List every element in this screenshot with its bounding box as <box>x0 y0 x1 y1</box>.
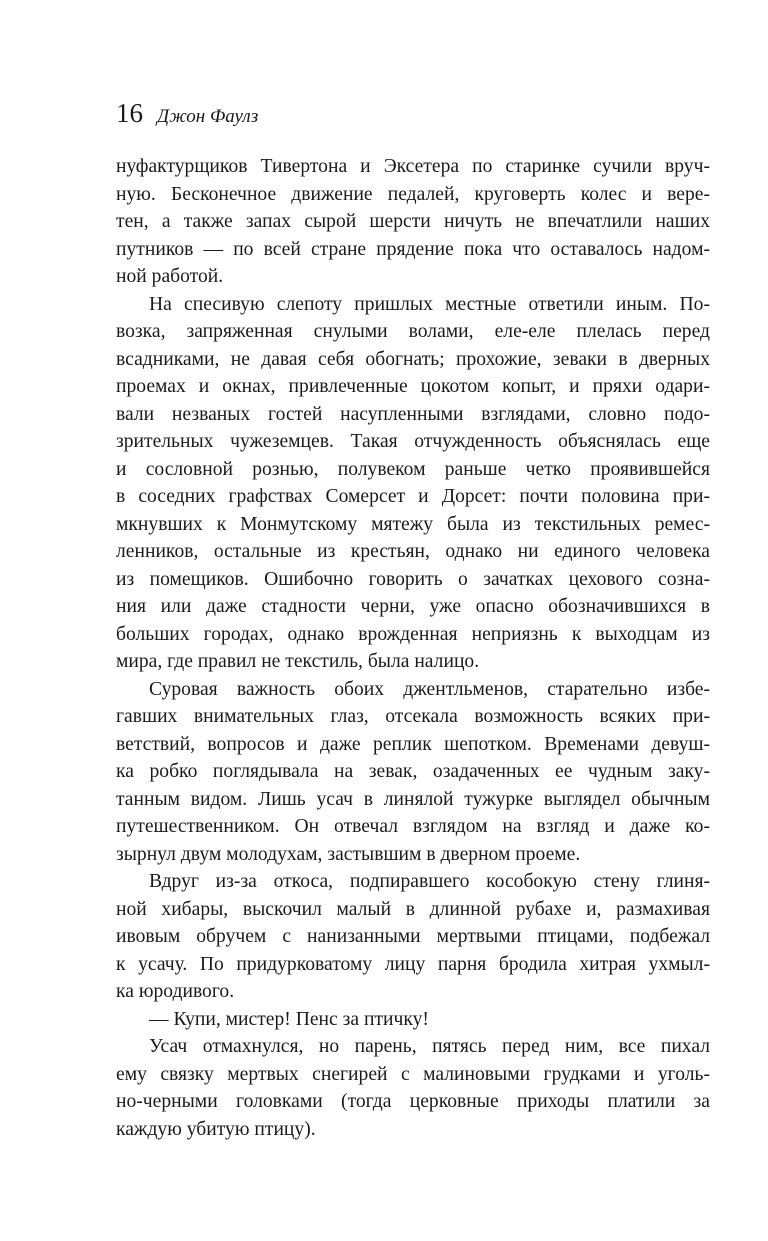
text-line: ной хибары, выскочил малый в длинной рубахе и, размахивая <box>116 898 710 920</box>
text-line: — Купи, мистер! Пенс за птичку! <box>149 1008 429 1030</box>
text-line: к усачу. По придурковатому лицу парня бродила хитрая ухмыл- <box>116 953 710 975</box>
text-line: мира, где правил не текстиль, была налицо. <box>116 651 480 672</box>
text-line: путешественником. Он отвечал взглядом на взгляд и даже ко- <box>116 816 710 837</box>
text-line: ленников, остальные из крестьян, однако ни единого человека <box>116 541 710 562</box>
text-line: Вдруг из-за откоса, подпиравшего кособокую стену глиня- <box>149 871 710 892</box>
text-line: ка юродивого. <box>116 981 235 1002</box>
text-line: и сословной рознью, полувеком раньше четко проявившейся <box>116 458 710 480</box>
text-line: Усач отмахнулся, но парень, пятясь перед ним, все пихал <box>149 1036 710 1057</box>
text-line: зырнул двум молодухам, застывшим в дверном проеме. <box>116 843 581 865</box>
text-line: гавших внимательных глаз, отсекала возможность всяких при- <box>116 706 710 727</box>
text-line: мкнувших к Монмутскому мятежу была из текстильных ремес- <box>116 513 710 535</box>
text-line: ветствий, вопросов и даже реплик шепотком. Временами девуш- <box>116 733 710 755</box>
text-line: ему связку мертвых снегирей с малиновыми грудками и уголь- <box>116 1063 710 1085</box>
text-line: танным видом. Лишь усач в линялой тужурке выглядел обычным <box>116 788 710 810</box>
text-line: тен, а также запах сырой шерсти ничуть не впечатлили наших <box>116 211 710 232</box>
text-line: На спесивую слепоту пришлых местные ответили иным. По- <box>149 293 710 315</box>
text-line: всадниками, не давая себя обогнать; прохожие, зеваки в дверных <box>116 348 710 370</box>
text-line: каждую убитую птицу). <box>116 1118 316 1140</box>
text-line: больших городах, однако врожденная неприязнь к выходцам из <box>116 623 710 645</box>
text-line: вали незваных гостей насупленными взглядами, словно подо- <box>116 403 710 425</box>
text-line: ной работой. <box>116 266 224 287</box>
text-line: из помещиков. Ошибочно говорить о зачатках цехового созна- <box>116 568 710 590</box>
text-line: но-черными головками (тогда церковные приходы платили за <box>116 1091 710 1112</box>
running-title: Джон Фаулз <box>157 106 259 127</box>
text-line: возка, запряженная снулыми волами, еле-еле плелась перед <box>116 321 710 342</box>
text-line: ка робко поглядывала на зевак, озадаченных ее чудным заку- <box>116 761 710 782</box>
body-text <box>116 153 710 1143</box>
text-line: Суровая важность обоих джентльменов, старательно избе- <box>149 678 710 700</box>
text-line: проемах и окнах, привлеченные цокотом копыт, и пряхи одари- <box>116 376 710 397</box>
text-line: путников — по всей стране прядение пока что оставалось надом- <box>116 238 710 260</box>
text-line: в соседних графствах Сомерсет и Дорсет: почти половина при- <box>116 486 710 507</box>
page-number: 16 <box>116 98 143 128</box>
text-line: нуфактурщиков Тивертона и Эксетера по старинке сучили вруч- <box>116 156 710 177</box>
text-line: ивовым обручем с нанизанными мертвыми птицами, подбежал <box>116 926 710 947</box>
page-header <box>116 100 258 127</box>
text-line: зрительных чужеземцев. Такая отчужденность объяснялась еще <box>116 431 710 452</box>
text-line: ния или даже стадности черни, уже опасно обозначившихся в <box>116 596 710 617</box>
text-line: ную. Бесконечное движение педалей, круговерть колес и вере- <box>116 183 710 205</box>
